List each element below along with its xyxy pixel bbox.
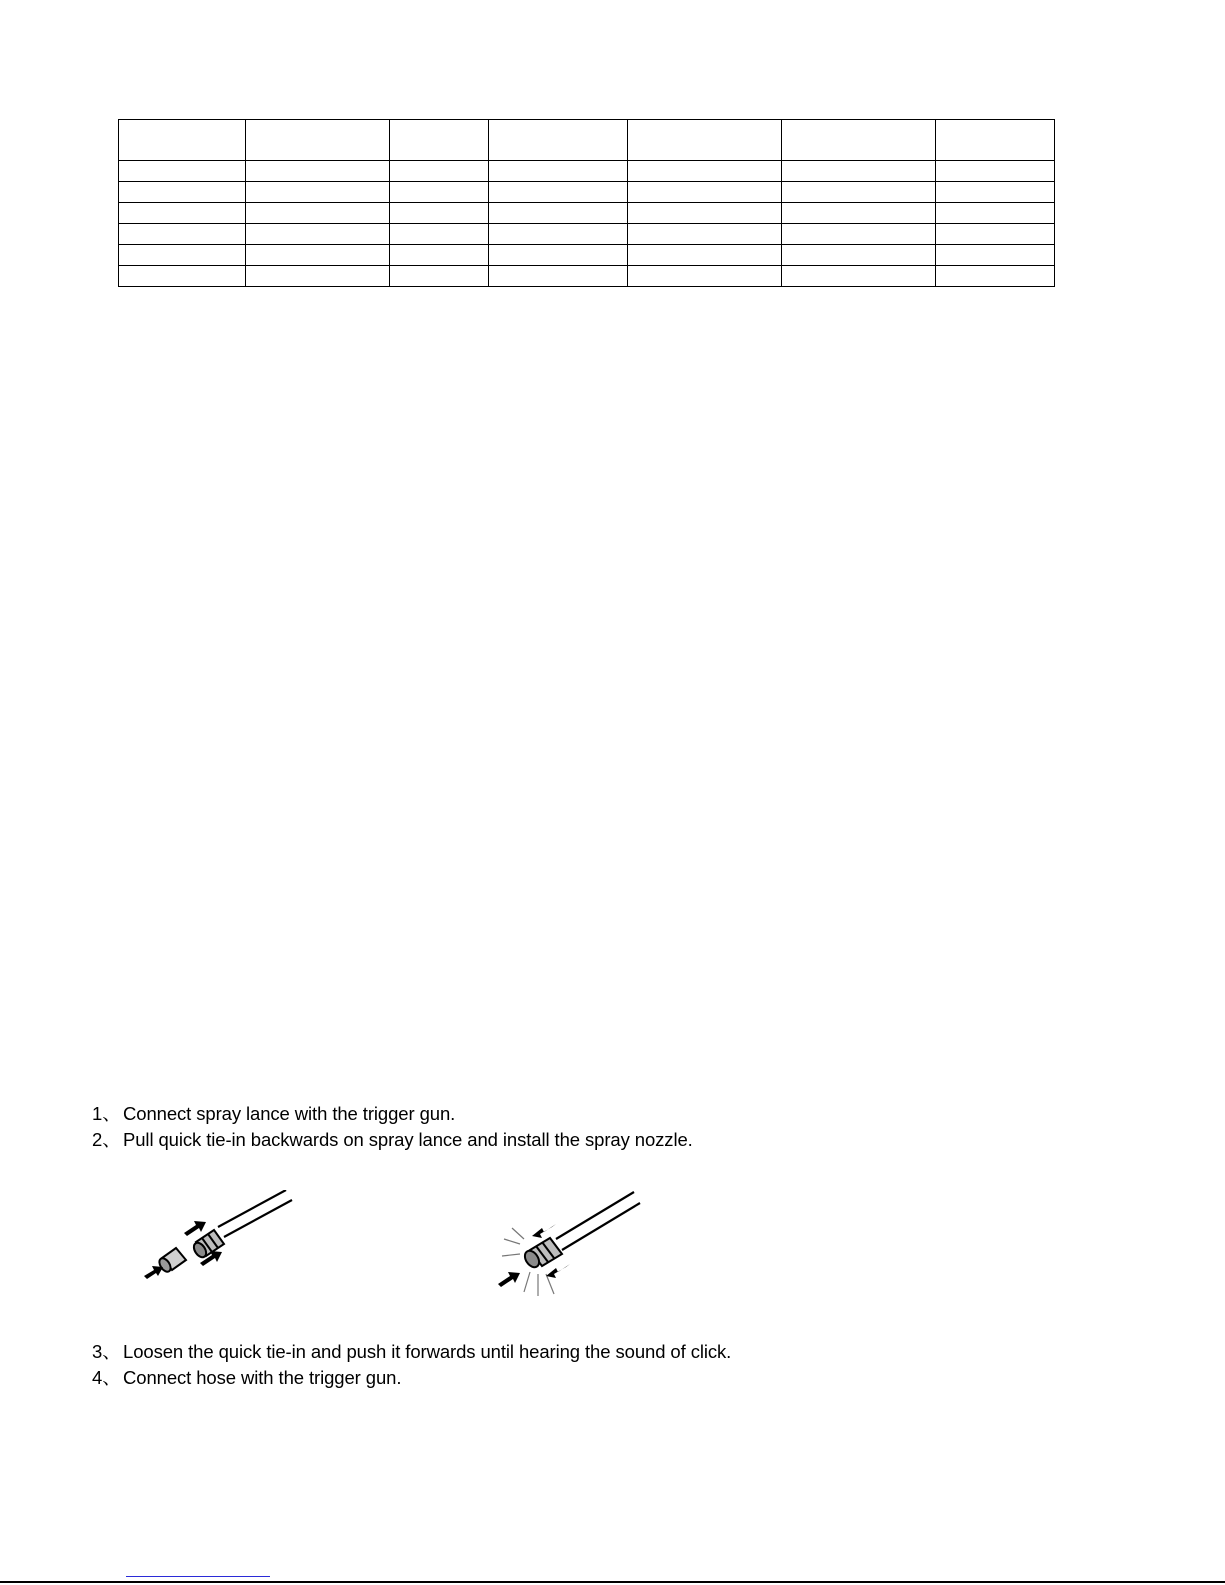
table-cell (390, 182, 489, 203)
table-cell (627, 266, 781, 287)
step-text: Pull quick tie-in backwards on spray lance and install the spray nozzle. (123, 1129, 693, 1150)
spray-nozzle-icon (157, 1248, 186, 1274)
table-header-cell (119, 120, 246, 161)
table-cell (489, 266, 628, 287)
table-header-cell (781, 120, 935, 161)
instruction-step-3 (92, 1341, 731, 1363)
table-row (119, 266, 1055, 287)
table-header-cell (627, 120, 781, 161)
table-cell (390, 245, 489, 266)
step-number: 4、 (92, 1367, 121, 1388)
footer-link-underline (126, 1576, 270, 1577)
table-cell (119, 266, 246, 287)
table-cell (627, 182, 781, 203)
table-cell (935, 266, 1054, 287)
table-cell (489, 224, 628, 245)
table-cell (489, 245, 628, 266)
table-cell (489, 161, 628, 182)
table-cell (781, 245, 935, 266)
spray-lance-icon (556, 1192, 640, 1250)
table-cell (627, 161, 781, 182)
table-cell (390, 203, 489, 224)
table-row (119, 245, 1055, 266)
table-cell (627, 245, 781, 266)
table-cell (390, 224, 489, 245)
table-cell (489, 203, 628, 224)
table-cell (119, 203, 246, 224)
spec-table (118, 119, 1055, 287)
step-text: Connect hose with the trigger gun. (123, 1367, 402, 1388)
table-row (119, 203, 1055, 224)
instruction-step-2 (92, 1129, 693, 1151)
table-header-cell (246, 120, 390, 161)
table-cell (119, 224, 246, 245)
footer-rule (0, 1581, 1225, 1583)
step-text: Loosen the quick tie-in and push it forwards until hearing the sound of click. (123, 1341, 732, 1362)
table-cell (246, 203, 390, 224)
table-row (119, 182, 1055, 203)
table-cell (627, 203, 781, 224)
nozzle-click-illustration (490, 1184, 650, 1304)
table-cell (390, 161, 489, 182)
table-cell (935, 182, 1054, 203)
table-cell (390, 266, 489, 287)
table-cell (935, 161, 1054, 182)
table-header-cell (489, 120, 628, 161)
step-number: 3、 (92, 1341, 121, 1362)
table-cell (781, 266, 935, 287)
spray-lance-icon (218, 1190, 292, 1237)
table-cell (935, 245, 1054, 266)
table-cell (935, 224, 1054, 245)
table-cell (781, 203, 935, 224)
table-header-row (119, 120, 1055, 161)
table-cell (781, 182, 935, 203)
table-row (119, 161, 1055, 182)
table-cell (781, 224, 935, 245)
table-cell (119, 182, 246, 203)
step-number: 1、 (92, 1103, 121, 1124)
table-cell (246, 266, 390, 287)
table-cell (246, 224, 390, 245)
instruction-step-4 (92, 1367, 401, 1389)
table-cell (119, 245, 246, 266)
table-cell (119, 161, 246, 182)
table-cell (935, 203, 1054, 224)
table-header-cell (390, 120, 489, 161)
step-text: Connect spray lance with the trigger gun. (123, 1103, 456, 1124)
table-cell (627, 224, 781, 245)
step-number: 2、 (92, 1129, 121, 1150)
quick-connector-icon (522, 1238, 562, 1270)
table-header-cell (935, 120, 1054, 161)
table-cell (246, 245, 390, 266)
table-cell (489, 182, 628, 203)
table-cell (246, 182, 390, 203)
nozzle-pull-illustration (138, 1190, 298, 1295)
table-row (119, 224, 1055, 245)
table-cell (781, 161, 935, 182)
table-cell (246, 161, 390, 182)
instruction-step-1 (92, 1103, 455, 1125)
